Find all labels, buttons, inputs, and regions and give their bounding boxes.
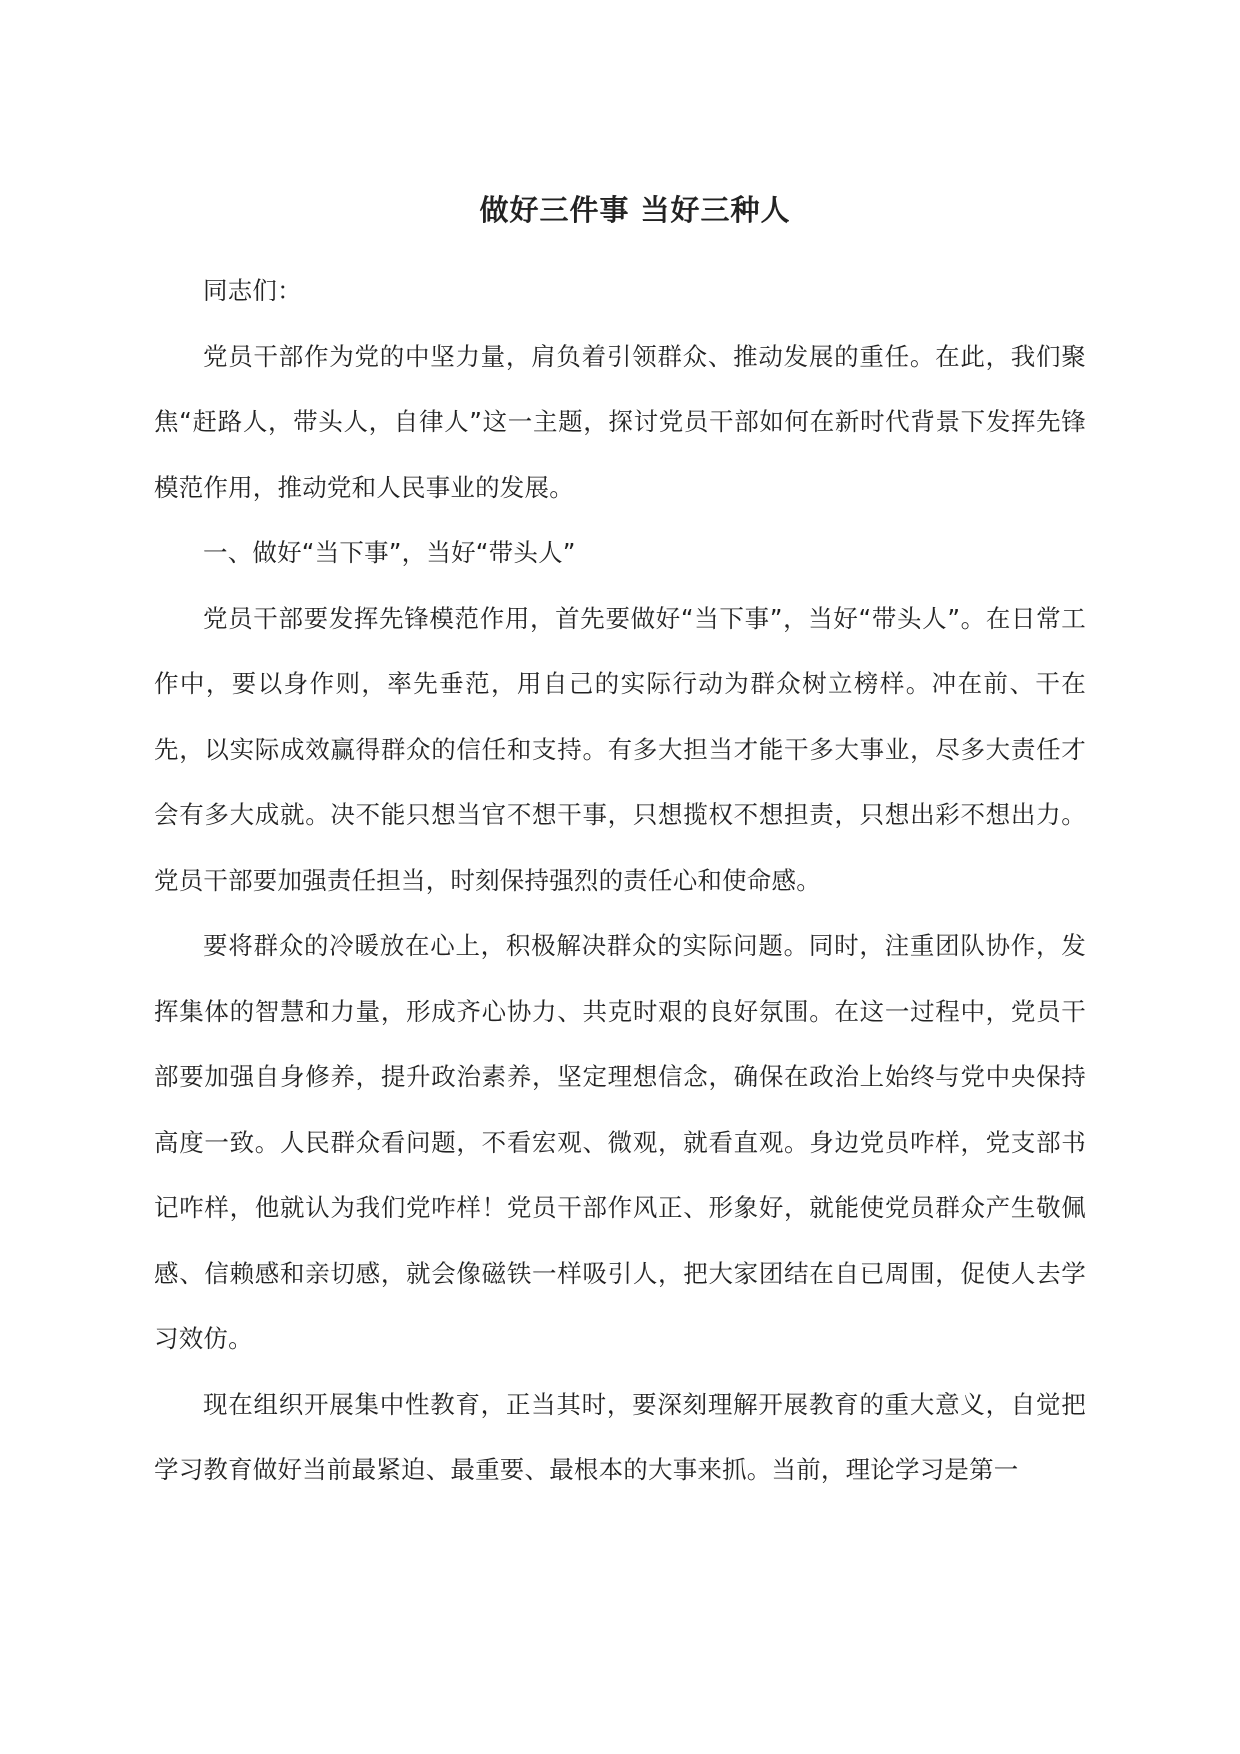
document-body [154,258,1086,1503]
body-paragraph: 现在组织开展集中性教育，正当其时，要深刻理解开展教育的重大意义，自觉把学习教育做好当前最紧迫、最重要、最根本的大事来抓。当前，理论学习是第一 [154,1389,1086,1484]
intro-paragraph: 党员干部作为党的中坚力量，肩负着引领群众、推动发展的重任。在此，我们聚焦“赶路人，带头人，自律人”这一主题，探讨党员干部如何在新时代背景下发挥先锋模范作用，推动党和人民事业的发展。 [154,341,1086,502]
document-page [154,190,1086,1503]
body-paragraph: 党员干部要发挥先锋模范作用，首先要做好“当下事”，当好“带头人”。在日常工作中，要以身作则，率先垂范，用自己的实际行动为群众树立榜样。冲在前、干在先，以实际成效赢得群众的信任和支持。有多大担当才能干多大事业，尽多大责任才会有多大成就。决不能只想当官不想干事，只想揽权不想担责，只想出彩不想出力。党员干部要加强责任担当，时刻保持强烈的责任心和使命感。 [154,603,1086,895]
document-title: 做好三件事 当好三种人 [479,193,791,227]
section-heading-1: 一、做好“当下事”，当好“带头人” [203,538,576,567]
salutation: 同志们： [203,276,302,305]
body-paragraph: 要将群众的冷暖放在心上，积极解决群众的实际问题。同时，注重团队协作，发挥集体的智慧和力量，形成齐心协力、共克时艰的良好氛围。在这一过程中，党员干部要加强自身修养，提升政治素养，坚定理想信念，确保在政治上始终与党中央保持高度一致。人民群众看问题，不看宏观、微观，就看直观。身边党员咋样，党支部书记咋样，他就认为我们党咋样！党员干部作风正、形象好，就能使党员群众产生敬佩感、信赖感和亲切感，就会像磁铁一样吸引人，把大家团结在自已周围，促使人去学习效仿。 [154,931,1086,1353]
